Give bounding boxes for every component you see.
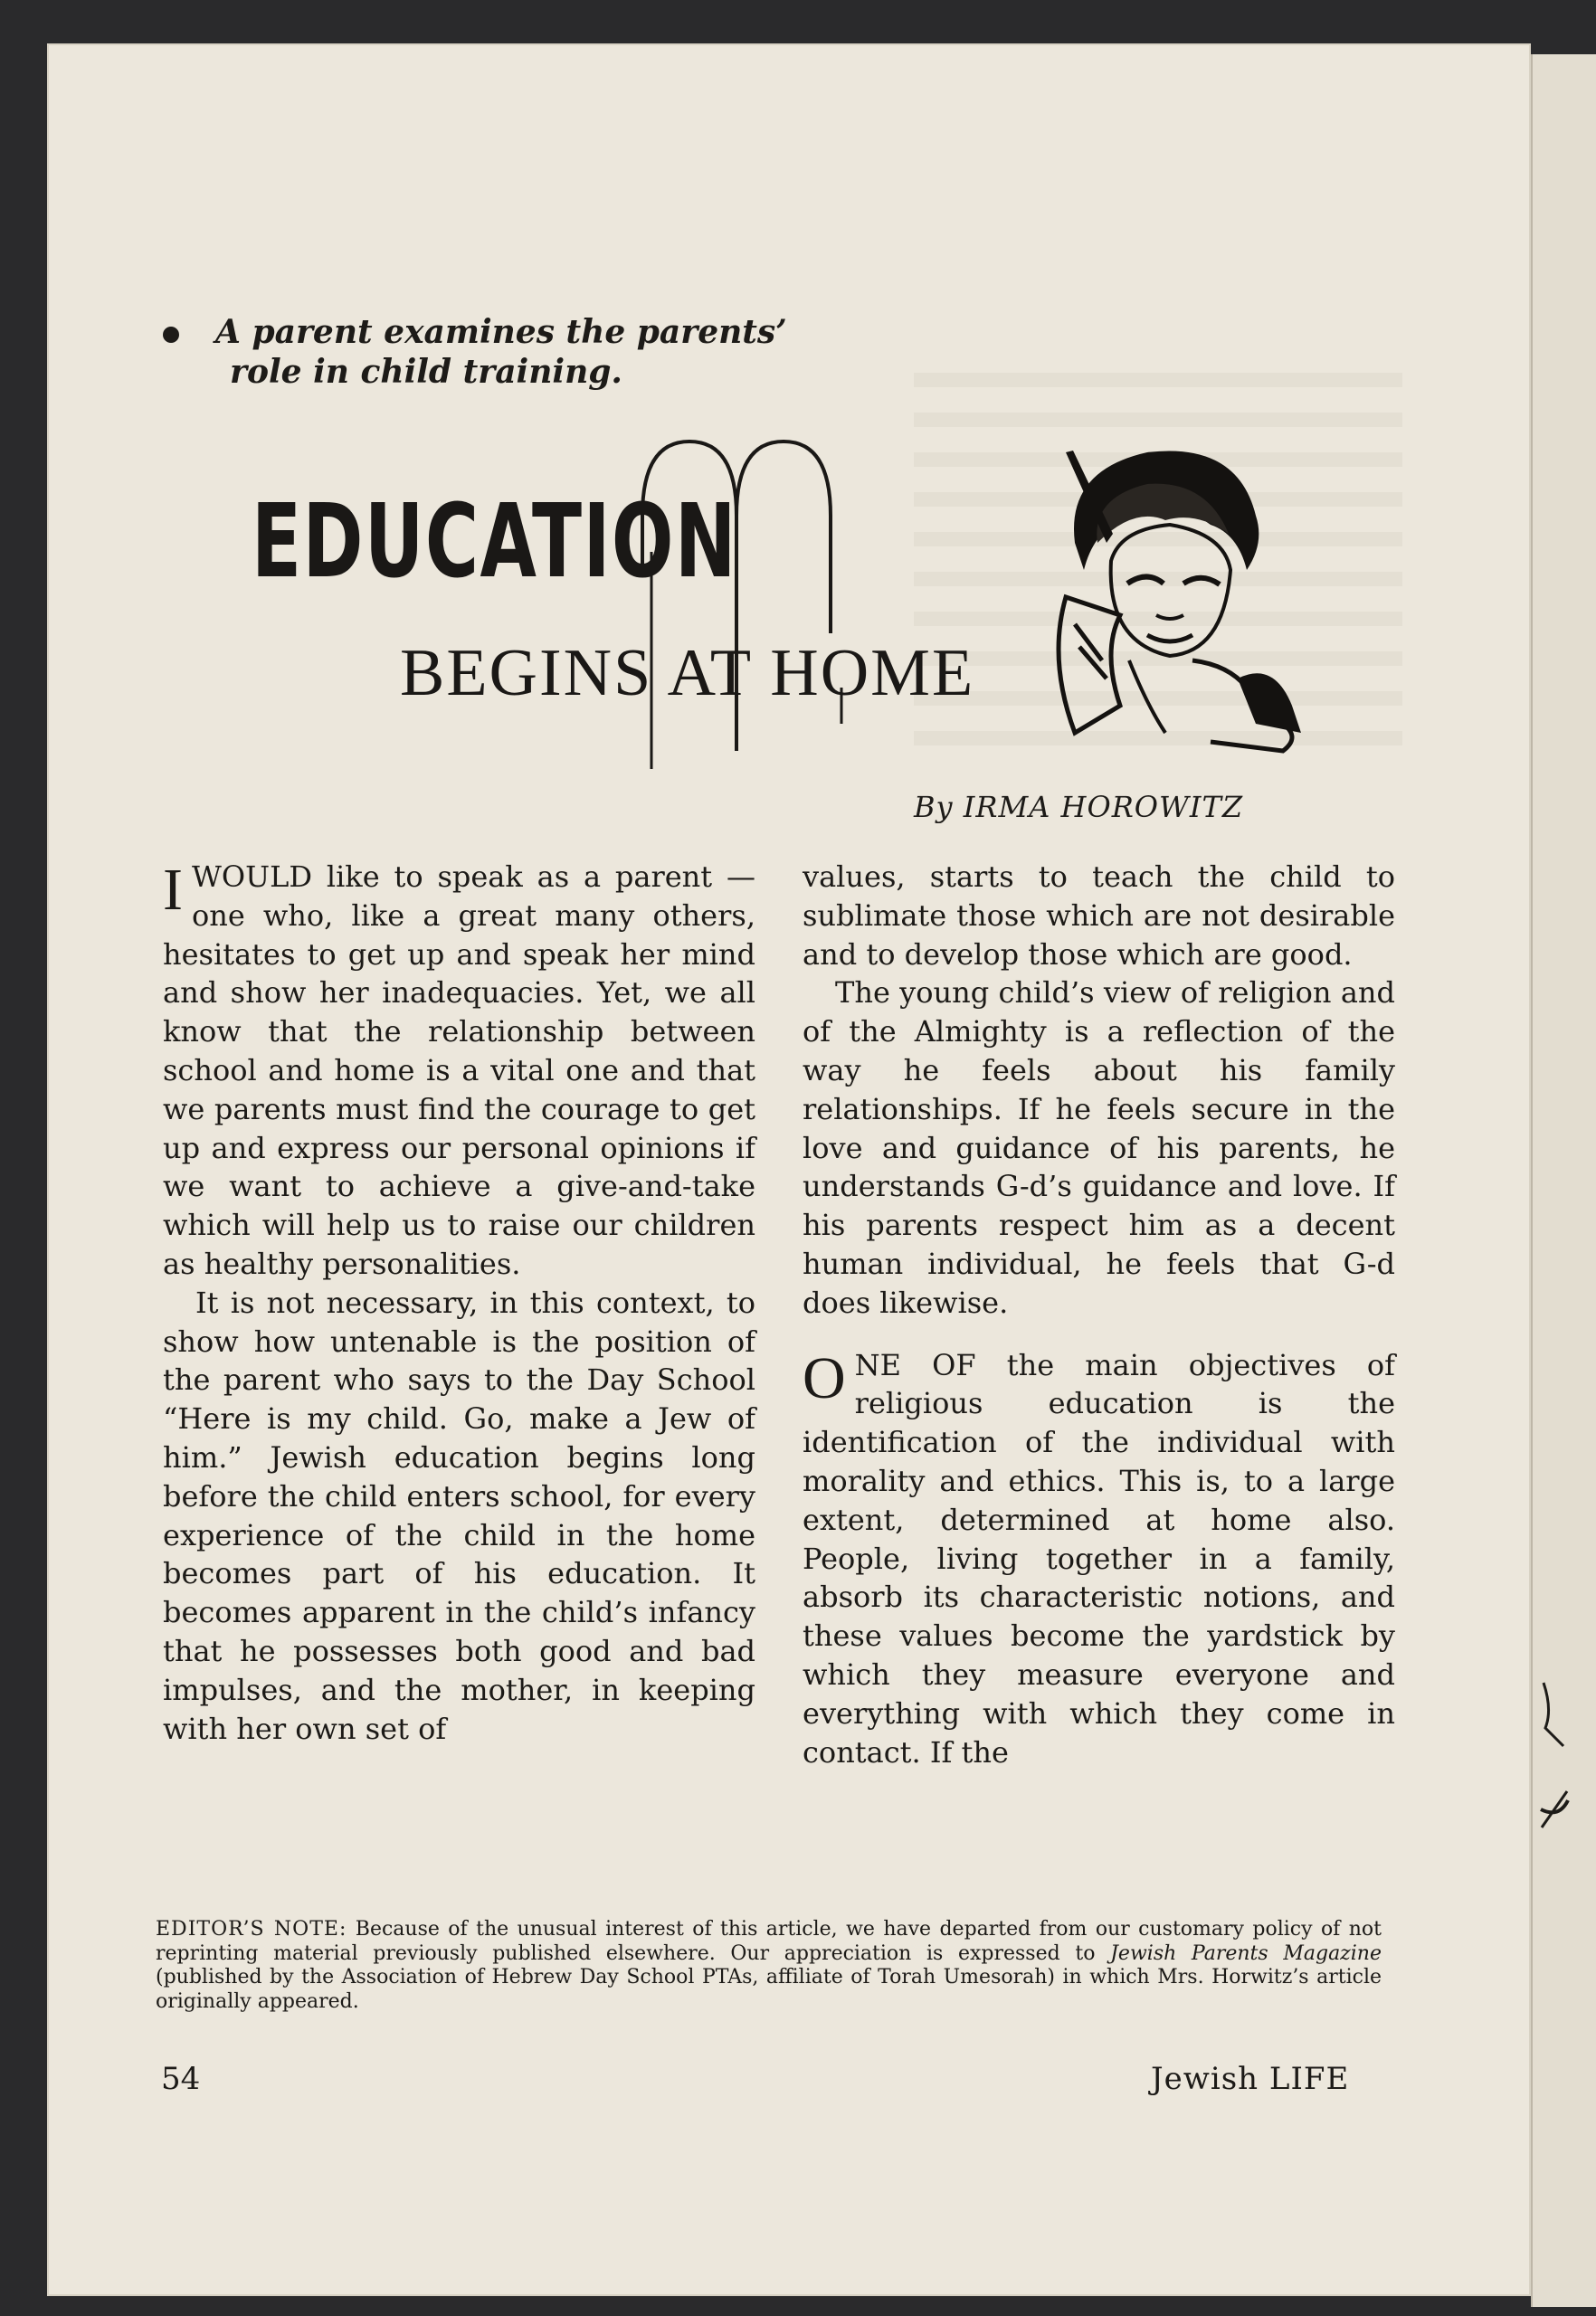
article-column-left [163,858,755,1748]
kicker-line-2: role in child training. [230,353,622,391]
article-column-right [803,858,1395,1771]
editors-note [156,1918,1382,2014]
editors-note-text: Because of the unusual interest of this article, we have departed from our customary policy of not reprinting material previously published elsewhere. Our appreciation is expressed to [156,1918,1382,1965]
byline: By IRMA HOROWITZ [914,790,1244,824]
staple-icon [1536,1674,1572,1855]
drop-cap: I [163,857,183,923]
adjacent-page-edge [1531,54,1596,2307]
editors-note-label: EDITOR’S NOTE: [156,1918,347,1941]
paragraph: values, starts to teach the child to sublimate those which are not desirable and to develop those which are good. [803,859,1395,972]
publication-name: Jewish LIFE [1151,2061,1350,2097]
article-title: EDUCATION [252,483,737,601]
editors-note-text: (published by the Association of Hebrew Day School PTAs, affiliate of Torah Umesorah) in which Mrs. Horwitz’s article originally appeared. [156,1966,1382,2013]
paragraph: The young child’s view of religion and of the Almighty is a reflection of the way he feels about his family relationships. If he feels secure in the love and guidance of his parents, he understands G-d’s guidance and love. If his parents respect him as a decent human individual, he feels that G-d does likewise. [803,975,1395,1320]
kicker-line-1: A parent examines the parents’ [215,313,787,351]
paragraph: NE OF the main objectives of religious education is the identification of the individual with morality and ethics. This is, to a large extent, determined at home also. People, living together in a family, absorb its characteristic notions, and these values become the yardstick by which they measure everyone and everything with which they come in contact. If the [803,1347,1395,1770]
article-kicker [179,312,867,392]
drop-cap: O [803,1344,846,1411]
bullet-icon [163,327,179,343]
page-number: 54 [161,2061,201,2097]
magazine-title: Jewish Parents Magazine [1110,1941,1382,1965]
article-subtitle: BEGINS AT HOME [400,636,975,710]
paragraph: WOULD like to speak as a parent — one who, like a great many others, hesitates to get up and speak her mind and show her inadequacies. Yet, we all know that the relationship between school and home is a vital one and that we parents must find the courage to get up and express our personal opinions if we want to achieve a give-and-take which will help us to raise our children as healthy personalities. [163,859,755,1281]
paragraph: It is not necessary, in this context, to show how untenable is the position of the parent who says to the Day School “Here is my child. Go, make a Jew of him.” Jewish education begins long before the child enters school, for every experience of the child in the home becomes part of his education. It becomes apparent in the child’s infancy that he possesses both good and bad impulses, and the mother, in keeping with her own set of [163,1285,755,1746]
woman-portrait-icon [1012,434,1319,760]
